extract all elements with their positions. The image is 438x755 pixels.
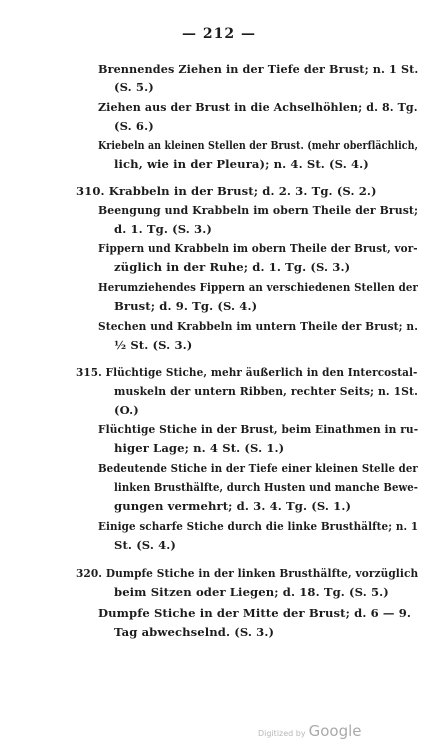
text-line: Stechen und Krabbeln im untern Theile der Brust; n. [98,319,418,333]
text-line: Fippern und Krabbeln im obern Theile der Brust, vor- [98,241,418,255]
text-line: Kriebeln an kleinen Stellen der Brust. (mehr oberflächlich, [98,138,418,152]
text-line: St. (S. 4.) [114,538,177,552]
text-line: Brust; d. 9. Tg. (S. 4.) [114,299,258,313]
text-line: Brennendes Ziehen in der Tiefe der Brust; n. 1 St. [98,62,419,76]
text-line: züglich in der Ruhe; d. 1. Tg. (S. 3.) [114,260,351,274]
text-line: gungen vermehrt; d. 3. 4. Tg. (S. 1.) [114,499,352,513]
text-line: (O.) [114,403,139,417]
text-line: Beengung und Krabbeln im obern Theile der Brust; [98,203,419,217]
text-line: linken Brusthälfte, durch Husten und manche Bewe- [114,480,419,494]
text-line: Dumpfe Stiche in der Mitte der Brust; d. 6 — 9. [98,606,412,620]
text-line: Tag abwechselnd. (S. 3.) [114,625,275,639]
text-line: (S. 5.) [114,80,154,94]
text-line: higer Lage; n. 4 St. (S. 1.) [114,441,285,455]
google-logo: Google [308,722,362,740]
text-line-numbered: 320. Dumpfe Stiche in der linken Brusthälfte, vorzüglich [76,566,419,580]
text-line: beim Sitzen oder Liegen; d. 18. Tg. (S. 5.) [114,585,389,599]
text-line: Herumziehendes Fippern an verschiedenen Stellen der [98,280,418,294]
text-line: Ziehen aus der Brust in die Achselhöhlen; d. 8. Tg. [98,100,418,114]
text-line: muskeln der untern Ribben, rechter Seits; n. 1St. [114,384,418,398]
digitized-label: Digitized by [258,729,306,738]
text-line: d. 1. Tg. (S. 3.) [114,222,212,236]
page-number: — 212 — [182,26,256,42]
digitized-watermark [258,722,362,740]
text-line-numbered: 310. Krabbeln in der Brust; d. 2. 3. Tg. (S. 2.) [76,184,377,198]
text-line: Einige scharfe Stiche durch die linke Brusthälfte; n. 1 [98,519,419,533]
text-line: Bedeutende Stiche in der Tiefe einer kleinen Stelle der [98,461,418,475]
text-line: (S. 6.) [114,119,154,133]
text-line-numbered: 315. Flüchtige Stiche, mehr äußerlich in den Intercostal- [76,365,418,379]
text-line: Flüchtige Stiche in der Brust, beim Einathmen in ru- [98,422,419,436]
text-line: lich, wie in der Pleura); n. 4. St. (S. 4.) [114,157,369,171]
text-line: ½ St. (S. 3.) [114,338,193,352]
